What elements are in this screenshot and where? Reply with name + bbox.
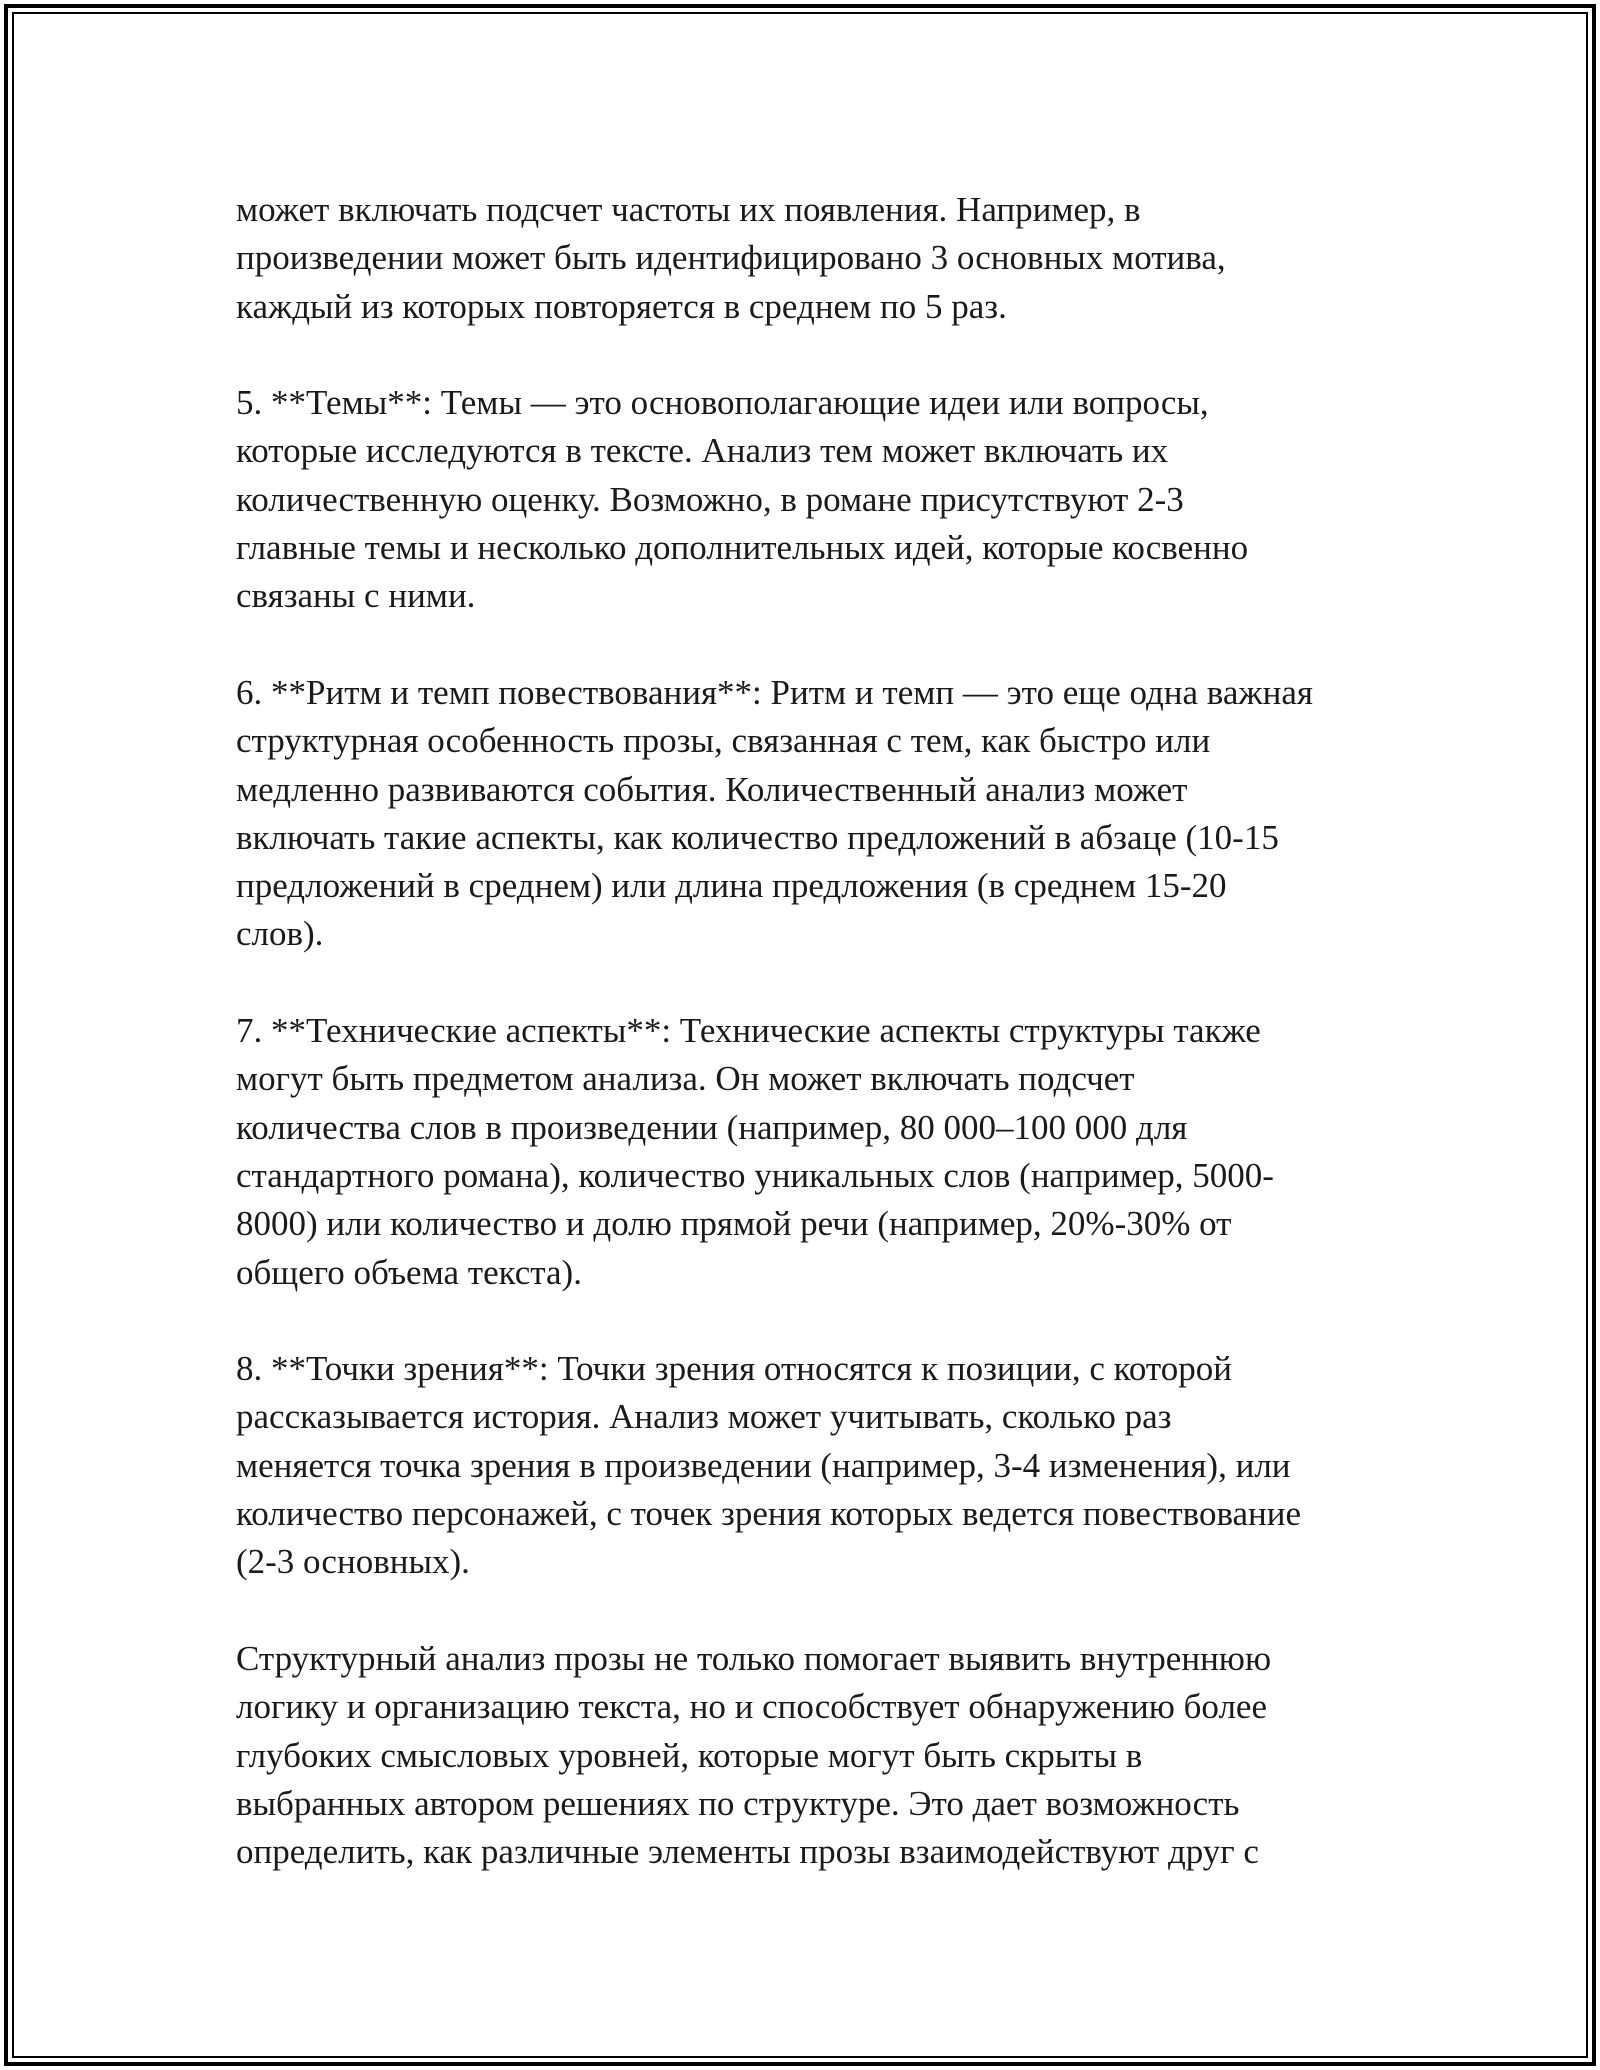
paragraph-conclusion: Структурный анализ прозы не только помогает выявить внутреннюю логику и организацию текста, но и способствует обнаружению более глубоких смысловых уровней, которые могут быть скрыты в выбранных автором решениях по структуре. Это дает возможность определить, как различные элементы прозы взаимодействуют друг с	[236, 1638, 1272, 1872]
paragraph-motifs-continuation: может включать подсчет частоты их появления. Например, в произведении может быть идентифицировано 3 основных мотива, каждый из которых повторяется в среднем по 5 раз.	[236, 190, 1226, 326]
paragraph-points-of-view: 8. **Точки зрения**: Точки зрения относятся к позиции, с которой рассказывается история. Анализ может учитывать, сколько раз меняется точка зрения в произведении (например, 3-4 изменения), или количество персонажей, с точек зрения которых ведется повествование (2-3 основных).	[236, 1349, 1302, 1582]
paragraph-technical-aspects: 7. **Технические аспекты**: Технические аспекты структуры также могут быть предметом анализа. Он может включать подсчет количества слов в произведении (например, 80 000–100 000 для стандартного романа), количество уникальных слов (например, 5000- 8000) или количество и долю прямой речи (например, 20%-30% от общего объема текста).	[236, 1011, 1274, 1292]
document-body	[236, 186, 1400, 1876]
paragraph-rhythm-and-pace: 6. **Ритм и темп повествования**: Ритм и темп — это еще одна важная структурная особенность прозы, связанная с тем, как быстро или медленно развиваются события. Количественный анализ может включать такие аспекты, как количество предложений в абзаце (10-15 предложений в среднем) или длина предложения (в среднем 15-20 слов).	[236, 672, 1313, 954]
paragraph-themes: 5. **Темы**: Темы — это основополагающие идеи или вопросы, которые исследуются в тексте. Анализ тем может включать их количественную оценку. Возможно, в романе присутствуют 2-3 главные темы и несколько дополнительных идей, которые косвенно связаны с ними.	[236, 383, 1249, 616]
